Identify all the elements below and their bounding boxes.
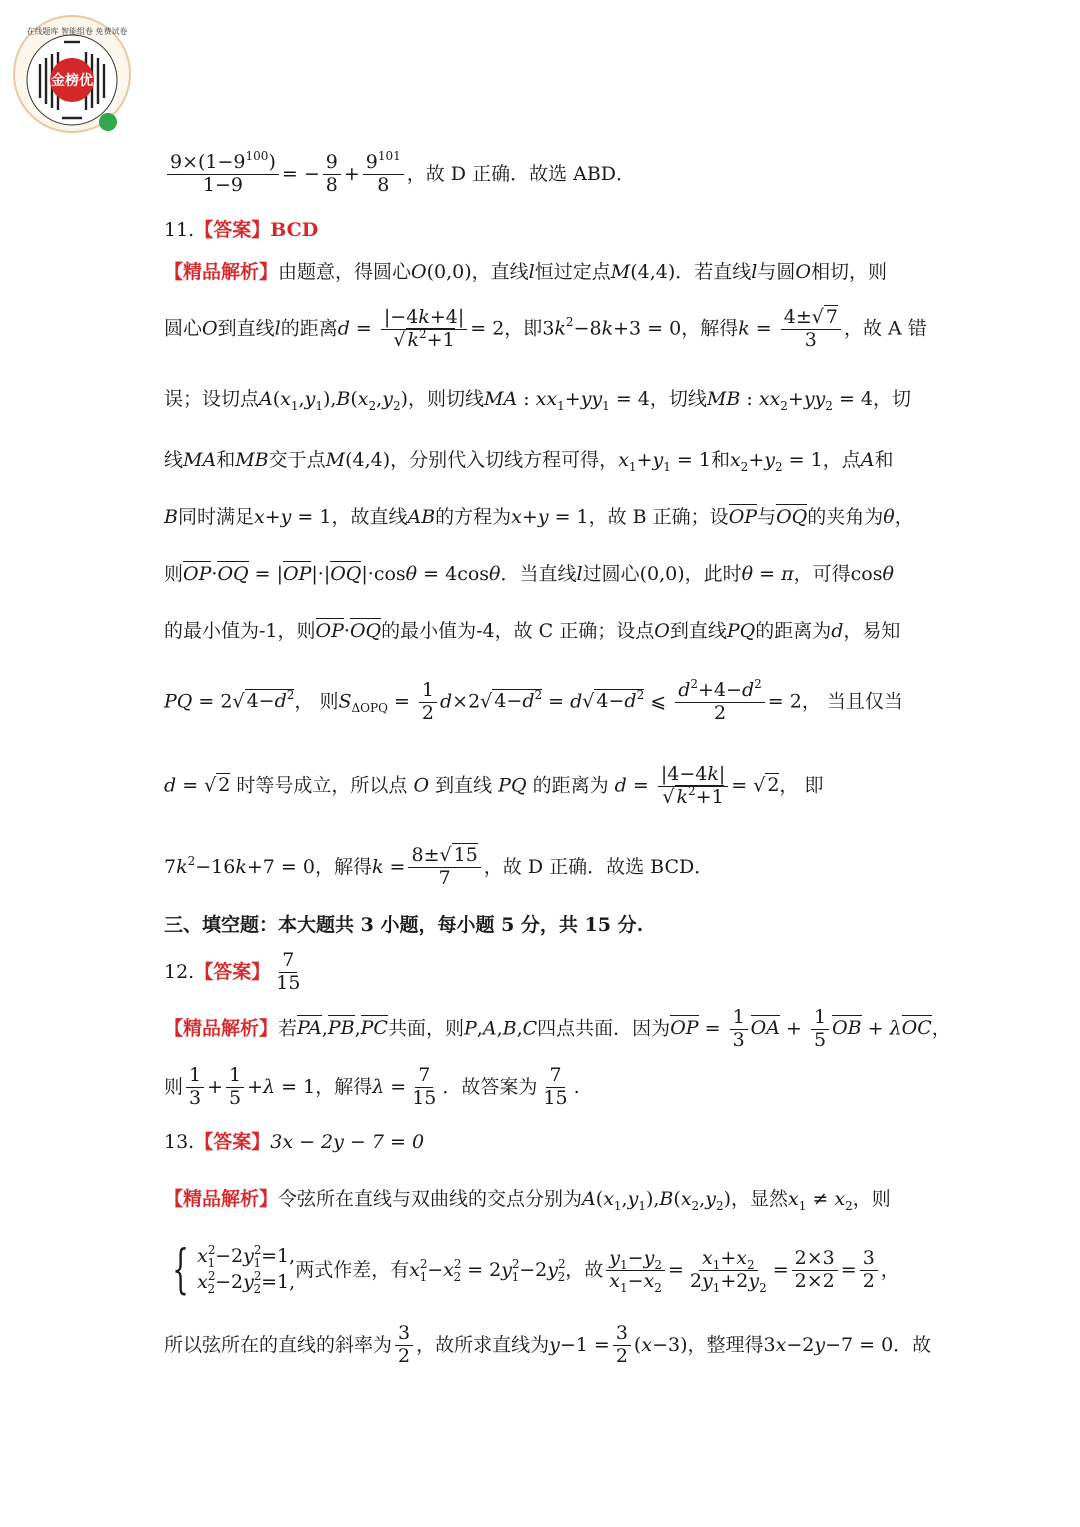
text: ， 则 [294,690,339,712]
text: ，此时 [684,562,742,585]
text: 的方程为 [435,505,512,528]
text: ，解得 [681,317,739,339]
q11-answer-tag: 【答案】 [194,218,271,241]
text: 由题意，得圆心 [278,260,412,283]
q13-line-2: { $x^2_1-2y^2_1=1$, $x^2_2-2y^2_2=1$, 两式作差，有 $x^2_1-x^2_2 = 2y^2_1-2y^2_2$ ，故 $\frac{y_1-y_2}{x_1-x_2}$ = $\frac{x_1+x_2}{2y_1+2y_2}$ = $\frac{2\times 3}{2\times 2}$ = $\frac{3}{2}$ ， [172,1240,900,1300]
text: 则 [164,1075,184,1098]
text: ，直线 [471,260,529,283]
text: 恒过定点 [534,260,611,283]
q12-line-2: 则 $\frac{1}{3}$ + $\frac{1}{5}$ + λ = 1 ，解得 λ = $\frac{7}{15}$ ．故答案为 $\frac{7}{15}$ . [164,1063,580,1109]
text: ，点 [822,448,861,471]
q11-line-6: 则OP·OQ = |OP|·|OQ|·cosθ = 4cosθ．当直线l过圆心(0,0)，此时θ = π，可得cosθ [164,562,894,585]
text: ，切 [873,387,912,410]
q11-answer: BCD [270,218,319,241]
text: ，故 A 错 [843,317,927,339]
text: 线 [164,448,184,471]
text: 的距离 [280,317,338,339]
conclusion-text: ，故 D 正确．故选 ABD． [406,162,636,185]
text: ，故 D 正确．故选 BCD． [483,855,714,878]
text: 与圆 [757,260,796,283]
brand-logo [10,12,134,136]
q13-number: 13. [164,1130,195,1153]
text: ， 即 [779,774,824,796]
text: 与 [757,505,777,528]
text: ， 当且仅当 [801,690,903,712]
text: 则 [164,562,184,585]
q13-answer: 3x − 2y − 7 = 0 [270,1130,425,1153]
q11-number: 11. [164,218,195,241]
logo-center-text: 金榜优 [51,73,93,89]
q11-analysis-tag: 【精品解析】 [164,260,279,283]
text: 误；设切点 [164,387,260,410]
q11-line-10: $7k^2-16k+7 = 0$ ，解得 k = $\frac{8\pm√ 15}{7}$ ，故 D 正确．故选 BCD． [164,843,714,889]
text: 四点共面．因为 [537,1017,671,1039]
q12-answer-tag: 【答案】 [194,960,271,983]
text: ，故 B 正确；设 [588,505,729,528]
text: ，整理得 [687,1333,764,1356]
q12-line-1: 【精品解析】若PA,PB,PC共面，则P,A,B,C四点共面．因为OP = $\frac{1}{3}$ OA + $\frac{1}{5}$ OB + λOC， [164,1005,951,1051]
text: 的夹角为 [807,505,884,528]
text: 令弦所在直线与双曲线的交点分别为 [278,1187,583,1210]
text: ，即 [504,317,543,339]
text: 和 [710,448,730,471]
q13-line-1: 【精品解析】令弦所在直线与双曲线的交点分别为$A(x_1,y_1),B(x_2,y_2)$，显然$x_1 \ne x_2$，则 [164,1187,891,1213]
text: ，则 [852,1187,891,1210]
text: 交于点 [268,448,326,471]
text: ，分别代入切线方程可得， [390,448,619,471]
text: ，显然 [731,1187,789,1210]
q13-answer-tag: 【答案】 [194,1130,271,1153]
text: 的距离为 [532,774,609,796]
q13-line-3: 所以弦所在的直线的斜率为 $\frac{3}{2}$ ，故所求直线为 y −1 = $\frac{3}{2}$ ( x −3) ，整理得 3 x −2 y −7 = 0 ．故 [164,1321,932,1367]
text: ．若直线 [675,260,752,283]
text: ．故答案为 [442,1075,538,1098]
text: 到直线 [669,619,727,642]
q11-line-1: 【精品解析】由题意，得圆心O(0,0)，直线l恒过定点M(4,4)．若直线l与圆O相切，则 [164,260,887,283]
text: 的距离为 [755,619,832,642]
text: ．当直线 [500,562,577,585]
text: 相切，则 [810,260,887,283]
text: ，易知 [843,619,901,642]
text: 时等号成立，所以点 [236,774,408,796]
text: 同时满足 [177,505,254,528]
text: 共面，则 [387,1017,464,1039]
q11-line-3: 误；设切点$A(x_1,y_1),B(x_2,y_2)$，则切线MA : $xx_1+yy_1 = 4$，切线MB : $xx_2+yy_2 = 4$，切 [164,387,912,413]
text: 过圆心 [582,562,640,585]
text: ，解得 [314,855,372,878]
text: 和 [216,448,236,471]
q12-number: 12. [164,960,195,983]
text: ，则切线 [408,387,485,410]
logo-ring-text: 在线题库 智能组卷 免费试卷 [26,27,128,36]
text: ，故所求直线为 [416,1333,550,1356]
q13-answer-line [164,1116,919,1168]
q11-line-9: d = √ 2 时等号成立，所以点 O 到直线 PQ 的距离为 d = $\frac{|4-4k|}{√ k^2+1}$ = √ 2， 即 [164,762,824,808]
text: ．故 [893,1333,932,1356]
text: 到直线 [435,774,493,796]
text: 所以弦所在的直线的斜率为 [164,1333,393,1356]
q12-analysis-tag: 【精品解析】 [164,1017,279,1039]
q11-line-8: PQ = 2√ $4-d^2$， 则$S_{\Delta OPQ}$ = $\frac{1}{2}$ d×2√ $4-d^2 = d√$ $4-d^2$ ⩽ $\frac{d^2+4-d^2}{2}$ = 2， 当且仅当 [164,676,903,724]
text: ，解得 [315,1075,373,1098]
formula: $\frac{9\times(1-9^{100})}{1-9}$ [167,152,279,197]
document-body [164,140,951,1380]
q11-line-5: B同时满足x+y = 1，故直线AB的方程为x+y = 1，故 B 正确；设OP与OQ的夹角为θ， [164,505,914,528]
text: . [573,1075,580,1098]
text: ，故直线 [331,505,408,528]
q12-answer: $\frac{7}{15}$ [276,948,301,994]
section-3-heading: 三、填空题：本大题共 3 小题，每小题 5 分，共 15 分. [164,913,644,936]
text: 到直线 [217,317,275,339]
text: 的最小值为-4，故 C 正确；设点 [381,619,655,642]
text: ，可得 [793,562,851,585]
text: 的最小值为-1，则 [164,619,316,642]
text: 和 [874,448,894,471]
text: ，切线 [649,387,707,410]
continuation-line: $\frac{9\times(1-9^{100})}{1-9}$ = − $\frac{9}{8}$ + $\frac{9^{101}}{8}$ ，故 D 正确．故选 ABD． [164,140,919,208]
text: 两式作差，有 [295,1258,410,1281]
q11-answer-line [164,208,919,252]
q13-analysis-tag: 【精品解析】 [164,1187,279,1210]
q11-line-2: 圆心O到直线l的距离d = $\frac{|-4k+4|}{√ k^2+1}$ = 2，即$3k^2-8k+3 = 0$，解得k = $\frac{4\pm√ 7}{3}$ ，故 A 错 [164,305,927,351]
q11-line-7: 的最小值为-1，则OP·OQ的最小值为-4，故 C 正确；设点O到直线PQ的距离为d，易知 [164,619,901,642]
text: ，故 [565,1258,604,1281]
q11-line-4: 线MA和MB交于点M(4,4)，分别代入切线方程可得，$x_1+y_1 = 1$和$x_2+y_2 = 1$，点A和 [164,448,894,474]
q12-answer-line [164,944,919,1000]
text: 若 [278,1017,298,1039]
text: 圆心 [164,317,203,339]
